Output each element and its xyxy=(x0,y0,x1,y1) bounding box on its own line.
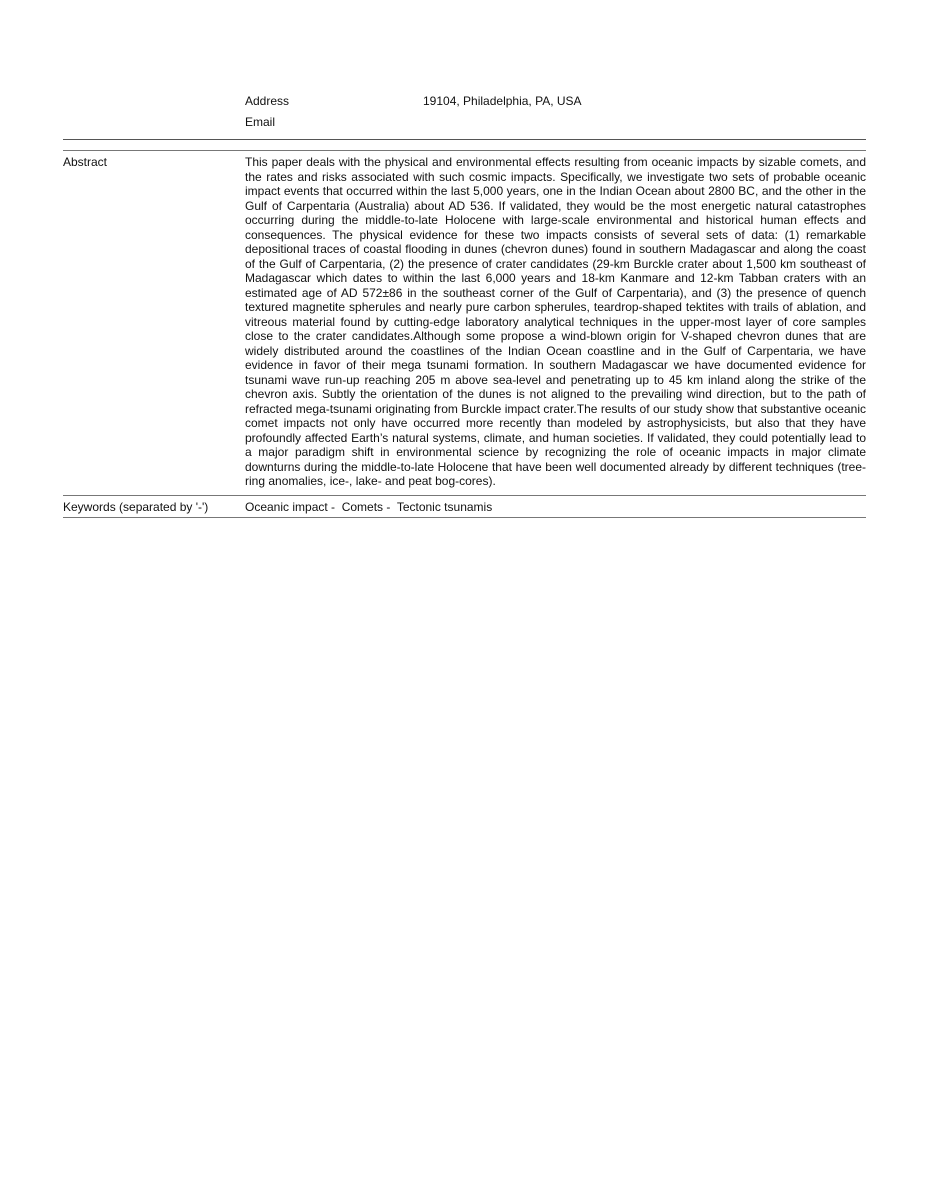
section-divider-bottom xyxy=(63,517,866,518)
keyword-item: Oceanic impact xyxy=(245,500,328,514)
keywords-list xyxy=(245,500,866,515)
section-divider-keywords xyxy=(63,495,866,496)
keyword-item: Comets xyxy=(341,500,384,514)
keyword-separator: - xyxy=(327,500,342,514)
address-row xyxy=(245,94,582,109)
email-row xyxy=(245,115,275,130)
address-label: Address xyxy=(245,94,290,108)
email-label: Email xyxy=(245,115,276,129)
abstract-body xyxy=(245,155,866,489)
abstract-label: Abstract xyxy=(63,155,108,169)
keywords-label: Keywords (separated by '-') xyxy=(63,500,209,514)
abstract-text: This paper deals with the physical and environmental effects resulting from oceanic impacts by sizable comets, and the rates and risks associated with such cosmic impacts. Specifically, we investigate two sets of probable oceanic impact events that occurred within the last 5,000 years, one in the Indian Ocean about 2800 BC, and the other in the Gulf of Carpentaria (Australia) about AD 536. If validated, they would be the most energetic natural catastrophes occurring during the middle-to-late Holocene with large-scale environmental and historical human effects and consequences. The physical evidence for these two impacts consists of several sets of data: (1) remarkable depositional traces of coastal flooding in dunes (chevron dunes) found in southern Madagascar and along the coast of the Gulf of Carpentaria, (2) the presence of crater candidates (29-km Burckle crater about 1,500 km southeast of Madagascar which dates to within the last 6,000 years and 18-km Kanmare and 12-km Tabban craters with an estimated age of AD 572±86 in the southeast corner of the Gulf of Carpentaria), and (3) the presence of quench textured magnetite spherules and nearly pure carbon spherules, teardrop-shaped tektites with trails of ablation, and vitreous material found by cutting-edge laboratory analytical techniques in the upper-most layer of core samples close to the crater candidates.Although some propose a wind-blown origin for V-shaped chevron dunes that are widely distributed around the coastlines of the Indian Ocean coastline and in the Gulf of Carpentaria, we have evidence in favor of their mega tsunami formation. In southern Madagascar we have documented evidence for tsunami wave run-up reaching 205 m above sea-level and penetrating up to 45 km inland along the strike of the chevron axis. Subtly the orientation of the dunes is not aligned to the prevailing wind direction, but to the path of refracted mega-tsunami originating from Burckle impact crater.The results of our study show that substantive oceanic comet impacts not only have occurred more recently than modeled by astrophysicists, but also that they have profoundly affected Earth’s natural systems, climate, and human societies. If validated, they could potentially lead to a major paradigm shift in environmental science by recognizing the role of oceanic impacts in major climate downturns during the middle-to-late Holocene that have been well documented already by different techniques (tree-ring anomalies, ice-, lake- and peat bog-cores). xyxy=(245,155,866,488)
keyword-separator: - xyxy=(383,500,397,514)
keyword-item: Tectonic tsunamis xyxy=(396,500,493,514)
address-value: 19104, Philadelphia, PA, USA xyxy=(423,94,582,108)
section-divider-top xyxy=(63,139,866,140)
section-divider-abstract xyxy=(63,150,866,151)
